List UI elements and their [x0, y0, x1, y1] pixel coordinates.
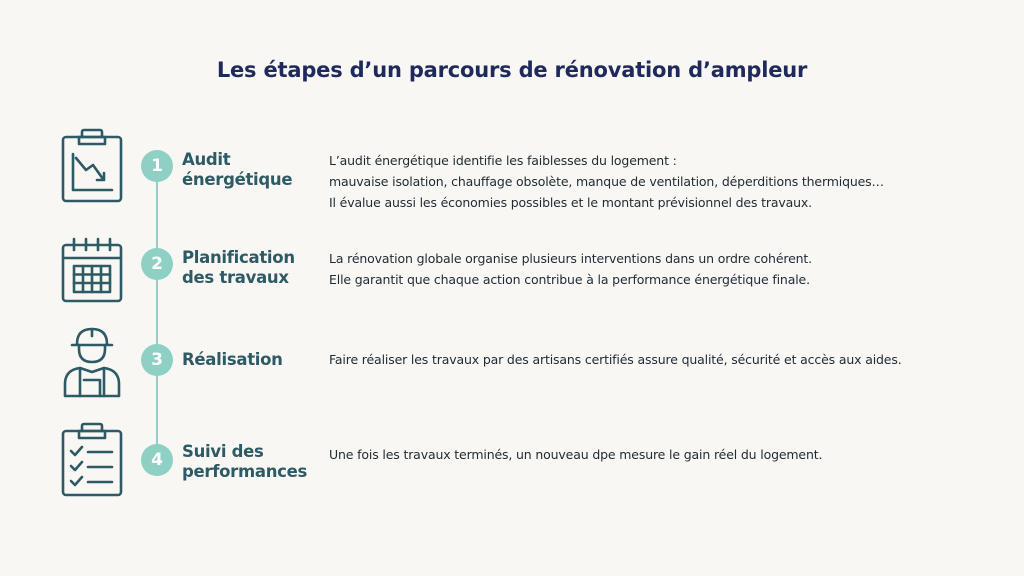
- checklist-icon: [60, 422, 124, 498]
- timeline-line: [156, 180, 158, 460]
- step-label-1: Audit énergétique: [182, 150, 293, 189]
- step-description-3: Faire réaliser les travaux par des artisans certifiés assure qualité, sécurité et accès aux aides.: [329, 352, 902, 367]
- step-number-1: 1: [141, 150, 173, 182]
- step-description-2: La rénovation globale organise plusieurs interventions dans un ordre cohérent. Elle garantit que chaque action contribue à la performance énergétique finale.: [329, 251, 812, 287]
- step-label-4: Suivi des performances: [182, 442, 308, 481]
- step-label-3: Réalisation: [182, 350, 283, 369]
- clipboard-chart-icon: [60, 128, 124, 204]
- step-description-1: L’audit énergétique identifie les faiblesses du logement : mauvaise isolation, chauffage obsolète, manque de ventilation, déperditions thermiques… Il évalue aussi les économies possibles et le montant prévisionnel des travaux.: [329, 153, 884, 210]
- step-number-3: 3: [141, 344, 173, 376]
- step-label-2: Planification des travaux: [182, 248, 295, 287]
- step-number-2: 2: [141, 248, 173, 280]
- step-description-4: Une fois les travaux terminés, un nouveau dpe mesure le gain réel du logement.: [329, 447, 823, 462]
- page-title: Les étapes d’un parcours de rénovation d’ampleur: [216, 58, 808, 82]
- worker-icon: [60, 324, 124, 400]
- calendar-icon: [60, 236, 124, 312]
- step-number-4: 4: [141, 444, 173, 476]
